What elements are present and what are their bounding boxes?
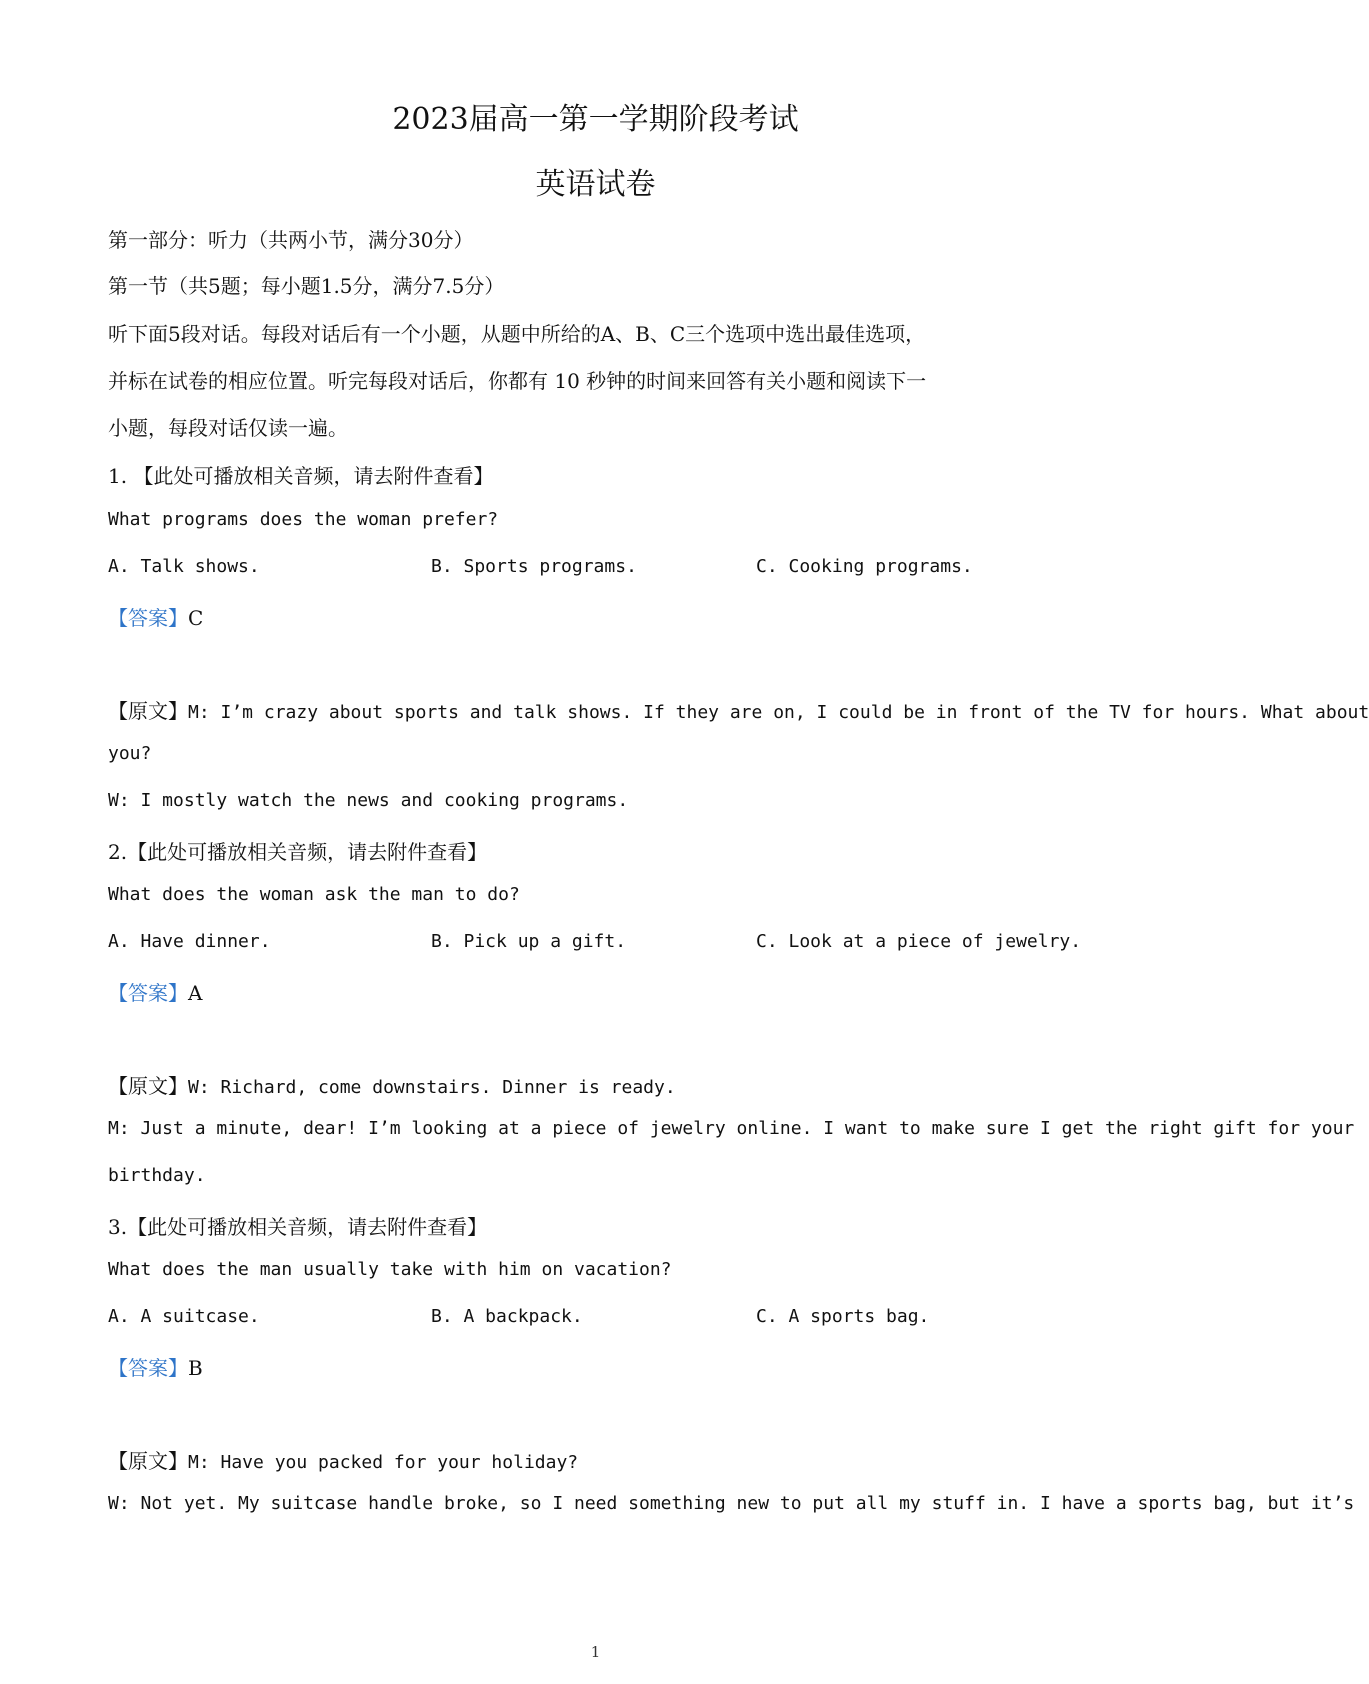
question-2-option-a: A. Have dinner. bbox=[108, 931, 271, 952]
transcript-text: M: I’m crazy about sports and talk shows. If they are on, I could be in front of the TV for hours. What about bbox=[188, 702, 1369, 723]
question-3-option-b: B. A backpack. bbox=[431, 1306, 583, 1327]
answer-tag: 【答案】 bbox=[108, 1356, 188, 1380]
question-2-transcript-1 bbox=[108, 1070, 676, 1099]
question-1-transcript-1 bbox=[108, 695, 1369, 724]
question-1-transcript-2: you? bbox=[108, 743, 152, 764]
question-3-number: 3.【此处可播放相关音频，请去附件查看】 bbox=[108, 1215, 488, 1239]
question-2-transcript-3: birthday. bbox=[108, 1165, 206, 1186]
question-1-option-a: A. Talk shows. bbox=[108, 556, 260, 577]
exam-subtitle: 英语试卷 bbox=[535, 167, 656, 202]
instructions-line-2: 并标在试卷的相应位置。听完每段对话后，你都有 10 秒钟的时间来回答有关小题和阅读下一 bbox=[108, 369, 927, 393]
answer-value: A bbox=[188, 981, 203, 1005]
original-tag: 【原文】 bbox=[108, 699, 188, 723]
question-3-text: What does the man usually take with him on vacation? bbox=[108, 1259, 672, 1280]
question-3-option-a: A. A suitcase. bbox=[108, 1306, 260, 1327]
answer-value: C bbox=[188, 606, 204, 630]
question-1-option-b: B. Sports programs. bbox=[431, 556, 637, 577]
original-tag: 【原文】 bbox=[108, 1449, 188, 1473]
question-2-text: What does the woman ask the man to do? bbox=[108, 884, 520, 905]
subsection-title: 第一节（共5题；每小题1.5分，满分7.5分） bbox=[108, 274, 505, 298]
question-1-number: 1. 【此处可播放相关音频，请去附件查看】 bbox=[108, 464, 494, 488]
instructions-line-3: 小题，每段对话仅读一遍。 bbox=[108, 416, 348, 440]
question-3-option-c: C. A sports bag. bbox=[756, 1306, 930, 1327]
question-2-number: 2.【此处可播放相关音频，请去附件查看】 bbox=[108, 840, 488, 864]
answer-tag: 【答案】 bbox=[108, 981, 188, 1005]
exam-title: 2023届高一第一学期阶段考试 bbox=[392, 102, 799, 137]
question-2-option-b: B. Pick up a gift. bbox=[431, 931, 627, 952]
page-number: 1 bbox=[590, 1643, 601, 1661]
answer-value: B bbox=[188, 1356, 203, 1380]
part-title: 第一部分：听力（共两小节，满分30分） bbox=[108, 228, 474, 252]
question-1-option-c: C. Cooking programs. bbox=[756, 556, 973, 577]
transcript-text: W: Richard, come downstairs. Dinner is ready. bbox=[188, 1077, 676, 1098]
question-3-transcript-2: W: Not yet. My suitcase handle broke, so I need something new to put all my stuff in. I have a sports bag, but it’s bbox=[108, 1493, 1355, 1514]
question-2-answer bbox=[108, 977, 202, 1006]
question-3-answer bbox=[108, 1352, 203, 1381]
transcript-text: M: Have you packed for your holiday? bbox=[188, 1452, 579, 1473]
question-3-transcript-1 bbox=[108, 1445, 578, 1474]
question-1-text: What programs does the woman prefer? bbox=[108, 509, 499, 530]
question-2-transcript-2: M: Just a minute, dear! I’m looking at a piece of jewelry online. I want to make sure I get the right gift for your bbox=[108, 1118, 1355, 1139]
question-1-transcript-3: W: I mostly watch the news and cooking programs. bbox=[108, 790, 629, 811]
question-2-option-c: C. Look at a piece of jewelry. bbox=[756, 931, 1082, 952]
question-1-answer bbox=[108, 602, 203, 631]
instructions-line-1: 听下面5段对话。每段对话后有一个小题，从题中所给的A、B、C三个选项中选出最佳选项， bbox=[108, 322, 926, 346]
answer-tag: 【答案】 bbox=[108, 606, 188, 630]
original-tag: 【原文】 bbox=[108, 1074, 188, 1098]
